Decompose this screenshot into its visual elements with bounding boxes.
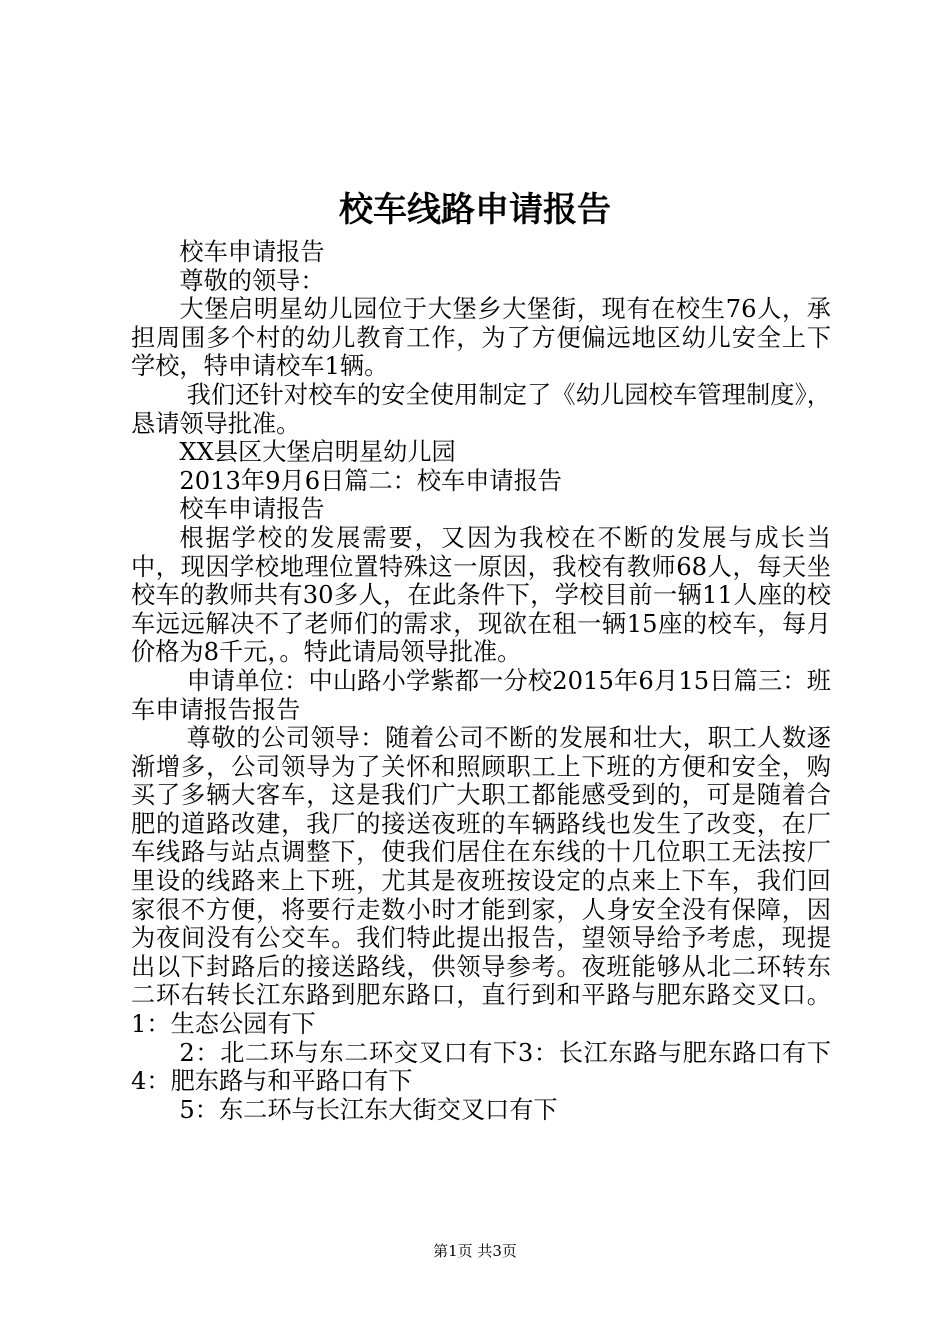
- document-title: 校车线路申请报告: [339, 190, 611, 230]
- paragraph-body-1: 大堡启明星幼儿园位于大堡乡大堡街，现有在校生76人，承担周围多个村的幼儿教育工作，为了方便偏远地区幼儿安全上下学校，特申请校车1辆。: [131, 295, 831, 381]
- page-number: 第1页 共3页: [433, 1242, 517, 1260]
- paragraph-date-1: 2013年9月6日篇二：校车申请报告: [179, 466, 562, 495]
- paragraph-heading-2: 校车申请报告: [179, 495, 325, 524]
- paragraph-body-4: 尊敬的公司领导：随着公司不断的发展和壮大，职工人数逐渐增多，公司领导为了关怀和照顾职工上下班的方便和安全，购买了多辆大客车，这是我们广大职工都能感受到的，可是随着合肥的道路改建，我厂的接送夜班的车辆路线也发生了改变，在厂车线路与站点调整下，使我们居住在东线的十几位职工无法按厂里设的线路来上下班，尤其是夜班按设定的点来上下车，我们回家很不方便，将要行走数小时才能到家，人身安全没有保障，因为夜间没有公交车。我们特此提出报告，望领导给予考虑，现提出以下封路后的接送路线，供领导参考。夜班能够从北二环转东二环右转长江东路到肥东路口，直行到和平路与肥东路交叉口。1：生态公园有下: [131, 724, 831, 1039]
- paragraph-body-3: 根据学校的发展需要，又因为我校在不断的发展与成长当中，现因学校地理位置特殊这一原因，我校有教师68人，每天坐校车的教师共有30多人，在此条件下，学校目前一辆11人座的校车远远解决不了老师们的需求，现欲在租一辆15座的校车，每月价格为8千元，。特此请局领导批准。: [131, 523, 831, 667]
- paragraph-route-2: 5：东二环与长江东大街交叉口有下: [179, 1095, 558, 1124]
- paragraph-route-1: 2：北二环与东二环交叉口有下3：长江东路与肥东路口有下4：肥东路与和平路口有下: [131, 1038, 831, 1096]
- paragraph-salutation-1: 尊敬的领导：: [179, 266, 325, 295]
- paragraph-heading-1: 校车申请报告: [179, 238, 325, 266]
- paragraph-body-2: 我们还针对校车的安全使用制定了《幼儿园校车管理制度》，恳请领导批准。: [131, 380, 831, 438]
- paragraph-signature-1: XX县区大堡启明星幼儿园: [179, 438, 456, 467]
- paragraph-signature-2: 申请单位：中山路小学紫都一分校2015年6月15日篇三：班车申请报告报告: [131, 666, 831, 724]
- document-body: [131, 238, 831, 1124]
